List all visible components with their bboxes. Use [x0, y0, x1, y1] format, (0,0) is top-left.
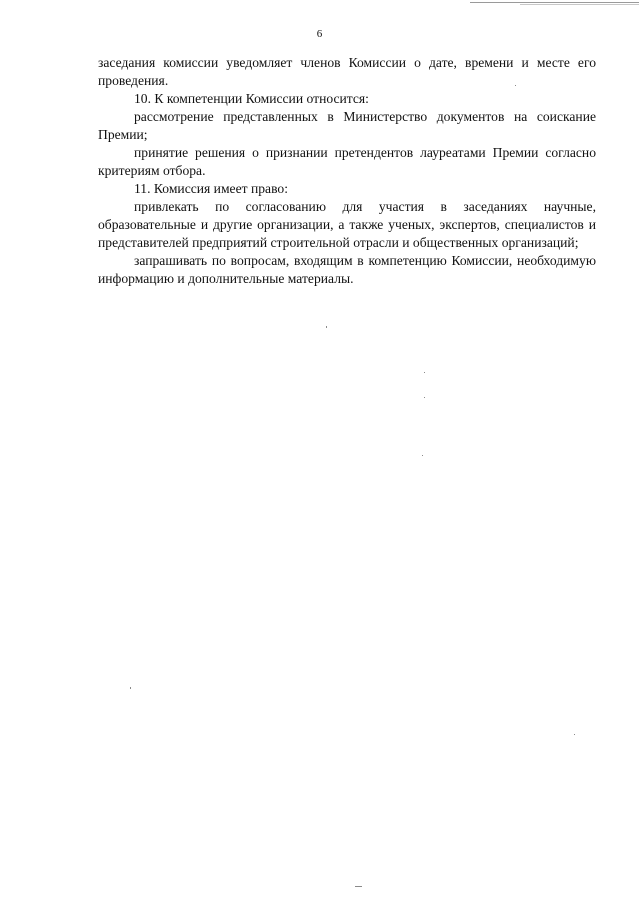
page-number: 6: [316, 28, 323, 40]
scan-speck: [326, 326, 327, 328]
paragraph-clause-10-item-1: рассмотрение представленных в Министерство документов на соискание Премии;: [98, 109, 596, 142]
scan-speck: [422, 455, 423, 456]
scan-speck: [574, 734, 575, 735]
scan-edge-line: [470, 2, 639, 3]
scan-speck: [424, 397, 425, 398]
paragraph-clause-11-item-1: привлекать по согласованию для участия в заседаниях научные, образовательные и другие организации, а также ученых, экспертов, специалистов и представителей предприятий строительной отрасли и общественных организаций;: [98, 199, 596, 250]
document-body: [98, 54, 596, 288]
scan-speck: [130, 687, 131, 689]
scan-edge-line: [520, 4, 639, 5]
paragraph-clause-10-heading: 10. К компетенции Комиссии относится:: [134, 91, 369, 106]
scan-speck: [355, 886, 362, 887]
scan-speck: [424, 372, 425, 373]
paragraph-clause-11-heading: 11. Комиссия имеет право:: [134, 181, 288, 196]
paragraph-clause-10-item-2: принятие решения о признании претендентов лауреатами Премии согласно критериям отбора.: [98, 145, 596, 178]
paragraph-clause-11-item-2: запрашивать по вопросам, входящим в компетенцию Комиссии, необходимую информацию и дополнительные материалы.: [98, 253, 596, 286]
paragraph-meeting-notice: заседания комиссии уведомляет членов Комиссии о дате, времени и месте его проведения.: [98, 55, 596, 88]
scan-speck: [515, 85, 516, 86]
